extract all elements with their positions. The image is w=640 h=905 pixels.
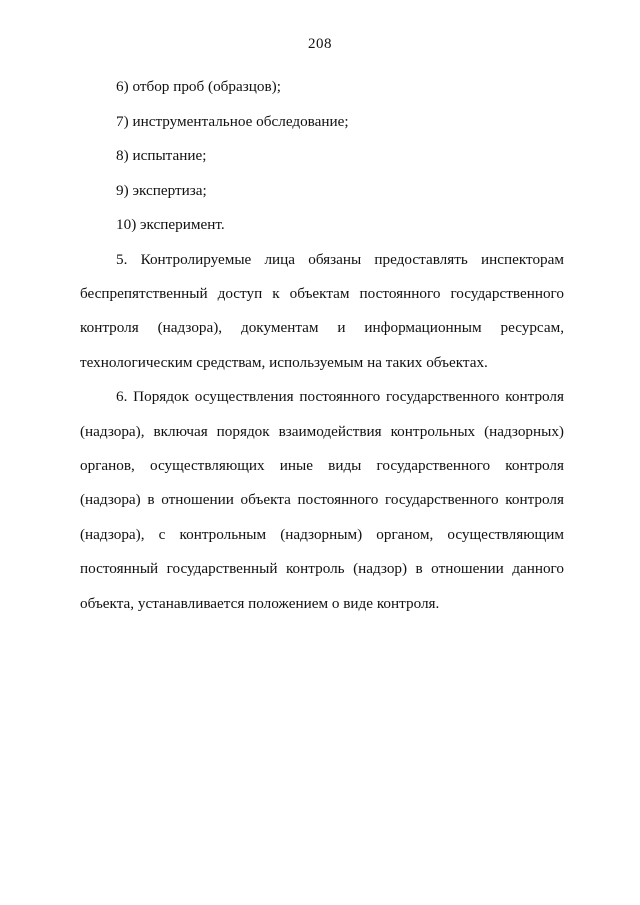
- paragraph-5: [80, 243, 564, 381]
- paragraph-5-line: контроля (надзора), документам и информационным ресурсам,: [80, 319, 564, 337]
- list-item-sampling: 6) отбор проб (образцов);: [116, 78, 281, 95]
- paragraph-5-line: 5. Контролируемые лица обязаны предоставлять инспекторам: [116, 250, 564, 268]
- paragraph-6-line: (надзора) в отношении объекта постоянного государственного контроля: [80, 491, 564, 509]
- paragraph-6-line: 6. Порядок осуществления постоянного государственного контроля: [116, 388, 564, 406]
- list-item-testing: 8) испытание;: [116, 147, 207, 164]
- paragraph-5-line: технологическим средствам, используемым на таких объектах.: [80, 353, 488, 371]
- document-body: [80, 70, 564, 621]
- paragraph-6-line: постоянный государственный контроль (надзор) в отношении данного: [80, 560, 564, 578]
- paragraph-6: [80, 380, 564, 621]
- paragraph-6-line: (надзора), включая порядок взаимодействия контрольных (надзорных): [80, 422, 564, 440]
- page-number: 208: [308, 36, 332, 52]
- list-item-instrumental-inspection: 7) инструментальное обследование;: [116, 112, 349, 130]
- list-item-experiment: 10) эксперимент.: [116, 216, 225, 233]
- paragraph-6-line: органов, осуществляющих иные виды государственного контроля: [80, 456, 564, 474]
- paragraph-5-line: беспрепятственный доступ к объектам постоянного государственного: [80, 284, 564, 302]
- paragraph-6-line: объекта, устанавливается положением о виде контроля.: [80, 594, 440, 612]
- list-item-expertise: 9) экспертиза;: [116, 181, 207, 199]
- paragraph-6-line: (надзора), с контрольным (надзорным) органом, осуществляющим: [80, 525, 564, 543]
